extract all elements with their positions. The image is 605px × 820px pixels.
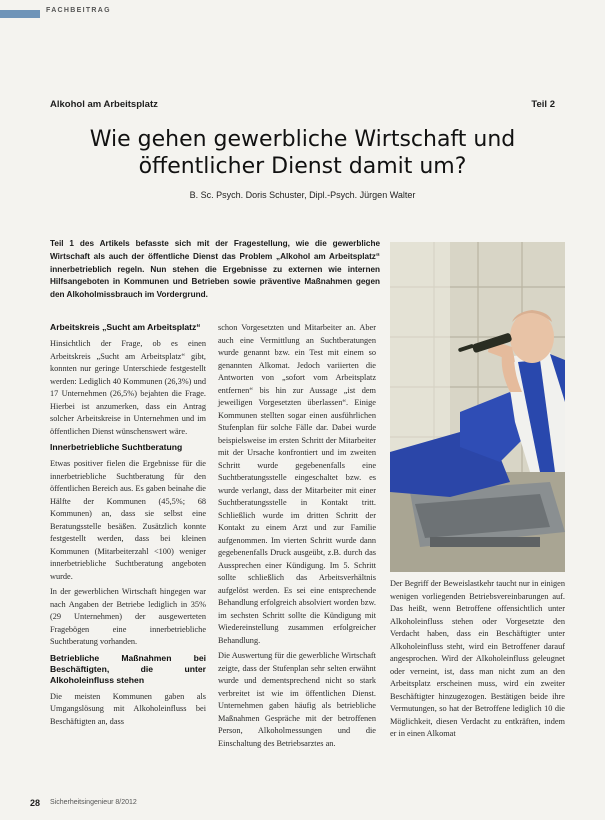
lead-paragraph: Teil 1 des Artikels befasste sich mit der Fragestellung, wie die gewerbliche Wirtschaft als auch der öffentliche Dienst das Problem „Alkohol am Arbeitsplatz“ innerbetrieblich regeln. Nun stehen die Ergebnisse zu externen wie internen Hilfsangeboten in Kommunen und Betrieben sowie präventive Maßnahmen gegen den Alkoholmissbrauch im Vordergrund. <box>50 239 380 300</box>
footer-publication: Sicherheitsingenieur 8/2012 <box>50 799 137 806</box>
section-rubric: FACHBEITRAG <box>46 7 111 14</box>
subheading-arbeitskreis: Arbeitskreis „Sucht am Arbeitsplatz“ <box>50 322 201 332</box>
subheading-massnahmen: Betriebliche Maßnahmen bei Beschäftigten, die unter Alkoholeinfluss stehen <box>50 652 206 685</box>
column-1 <box>50 322 206 731</box>
column-2 <box>218 322 376 753</box>
article-title-line2: öffentlicher Dienst damit um? <box>138 154 467 179</box>
paragraph: Der Begriff der Beweislastkehr taucht nur in einigen wenigen vorliegenden Betriebsvereinbarungen auf. Das heißt, wenn Betroffene offensichtlich unter Alkoholeinfluss stehen oder Vorgesetzte den Verdacht haben, dass ein Beschäftigter unter Alkoholeinfluss steht, wird ein Betroffener darauf angesprochen. Wird der Alkoholeinfluss geleugnet oder verneint, ist, dass man nicht zum an den Arbeitsplatz erscheinen muss, wird ein zweiter Beschäftigter hinzugezogen. Bestätigen beide ihre Vermutungen, so hat der Betroffene lediglich 10 die Möglichkeit, diesen Verdacht zu entkräften, indem er in einen Alkomat <box>390 579 565 738</box>
part-label: Teil 2 <box>531 99 555 110</box>
subheading-suchtberatung: Innerbetriebliche Suchtberatung <box>50 442 183 452</box>
paragraph: Hinsichtlich der Frage, ob es einen Arbeitskreis „Sucht am Arbeitsplatz“ gibt, konnten nur geringe Unterschiede festgestellt werden: Lediglich 40 Kommunen (26,3%) und 17 Unternehmen (26,5%) bejahten die Frage. Hierbei ist anzumerken, dass ein Antrag solcher Arbeitskreise in Unternehmen und im öffentlichen Dienst wünschenswert wäre. <box>50 339 206 436</box>
paragraph: In der gewerblichen Wirtschaft hingegen war nach Angaben der Betriebe lediglich in 35% (29 Unternehmen) der ausgewerteten Fragebögen eine innerbetriebliche Suchtberatung vorhanden. <box>50 587 206 646</box>
paragraph: schon Vorgesetzten und Mitarbeiter an. Aber auch eine Vermittlung an Suchtberatungen wurde genannt bzw. ein Test mit einem so genannten Alkomat. Jedoch variierten die Antworten von „sofort vom Arbeitsplatz entfernen“ bis hin zur Aussage „ist dem jeweiligen Vorgesetzten überlassen“. Einige Kommunen stellten sogar einen ausführlichen Stufenplan für solche Fälle dar. Dabei wurde beispielsweise im ersten Schritt der Mitarbeiter mit der Ursache konfrontiert und im zweiten Schritt wurde gegebenenfalls eine Suchtberatungsstelle eingeschaltet bzw. es wurde verlangt, dass der Mitarbeiter mit einer Suchtberatungsstelle in Kontakt tritt. Schließlich wurde im dritten Schritt der Kontakt zu einem Arzt und zur Familie aufgenommen. Im vierten Schritt wurde dann gegebenenfalls Druck ausgeübt, z.B. durch das Aussprechen einer Kündigung. Im 5. Schritt sollte schließlich das Arbeitsverhältnis aufgelöst werden. Es sei eine entsprechende Behandlung erfolgreich absolviert worden bzw. im sechsten Schritt sollte die Kündigung mit Wiedereinstellung zusammen erfolgreicher Behandlung. <box>218 323 376 645</box>
column-3 <box>390 578 565 744</box>
paragraph: Die Auswertung für die gewerbliche Wirtschaft zeigte, dass der Stufenplan sehr selten erwähnt wurde und dementsprechend nicht so stark verbreitet ist wie im öffentlichen Dienst. Unternehmen gaben häufig als betriebliche Maßnahmen Gespräche mit der betroffenen Person, Alkoholmessungen und die Einschaltung des Betriebsarztes an. <box>218 651 376 748</box>
paragraph: Die meisten Kommunen gaben als Umgangslösung mit Alkoholeinfluss bei Beschäftigten an, dass <box>50 691 206 726</box>
series-title: Alkohol am Arbeitsplatz <box>50 99 158 110</box>
article-title-line1: Wie gehen gewerbliche Wirtschaft und <box>89 127 516 152</box>
authors: B. Sc. Psych. Doris Schuster, Dipl.-Psych. Jürgen Walter <box>189 190 416 200</box>
paragraph: Etwas positiver fielen die Ergebnisse für die innerbetriebliche Suchtberatung für den öffentlichen Bereich aus. Es gaben beinahe die Hälfte der Kommunen (45,5%; 68 Kommunen) an, dass sie selbst eine Beratungsstelle besäßen. Zusätzlich konnte festgestellt werden, dass bei kleinen Kommunen (Mitarbeiterzahl <100) weniger innerbetriebliche Suchtberatung angeboten wurde. <box>50 459 206 581</box>
photo-illustration <box>390 242 565 572</box>
rubric-bar <box>0 10 40 18</box>
page-number: 28 <box>30 798 41 808</box>
worker-drinking-photo <box>390 242 565 572</box>
